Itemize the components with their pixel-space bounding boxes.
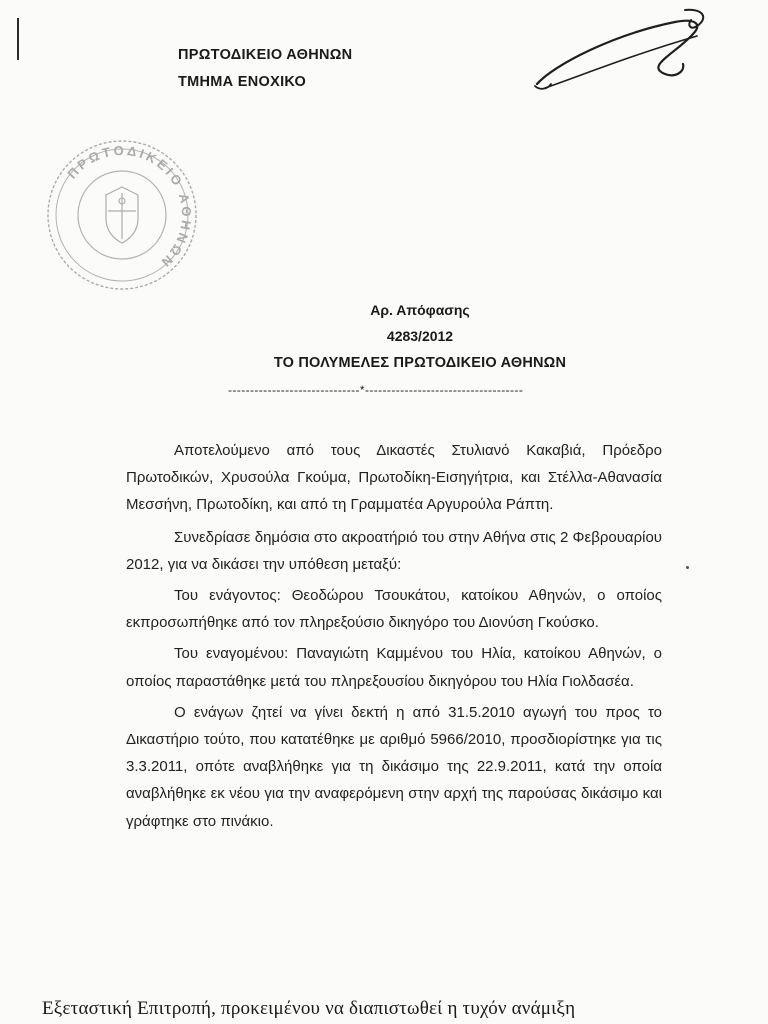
decision-label: Αρ. Απόφασης <box>370 302 470 318</box>
next-page-fragment: Εξεταστική Επιτροπή, προκειμένου να διαπιστωθεί η τυχόν ανάμιξη <box>42 998 576 1019</box>
section-separator: ------------------------------*------------------------------------ <box>228 383 524 397</box>
decision-number: 4283/2012 <box>386 328 454 344</box>
paragraph-composition: Αποτελούμενο από τους Δικαστές Στυλιανό Κακαβιά, Πρόεδρο Πρωτοδικών, Χρυσούλα Γκούμα, Πρωτοδίκη-Εισηγήτρια, και Στέλλα-Αθανασία Μεσσήνη, Πρωτοδίκη, και από τη Γραμματέα Αργυρούλα Ράπτη. <box>126 442 662 514</box>
court-header <box>178 42 352 96</box>
paragraph-defendant: Του εναγομένου: Παναγιώτη Καμμένου του Ηλία, κατοίκου Αθηνών, ο οποίος παραστάθηκε μετά του πληρεξουσίου δικηγόρου του Ηλία Γιολδασέα. <box>126 645 662 690</box>
handwritten-signature <box>525 4 715 94</box>
scan-speck <box>686 566 689 569</box>
department-title: ΤΜΗΜΑ ΕΝΟΧΙΚΟ <box>178 74 307 90</box>
court-full-name: ΤΟ ΠΟΛΥΜΕΛΕΣ ΠΡΩΤΟΔΙΚΕΙΟ ΑΘΗΝΩΝ <box>273 355 567 371</box>
court-title: ΠΡΩΤΟΔΙΚΕΙΟ ΑΘΗΝΩΝ <box>178 47 353 63</box>
court-seal-stamp <box>42 135 202 295</box>
seal-ring-text: ΠΡΩΤΟΔΙΚΕΙΟ ΑΘΗΝΩΝ <box>64 142 195 272</box>
paragraph-plaintiff: Του ενάγοντος: Θεοδώρου Τσουκάτου, κατοίκου Αθηνών, ο οποίος εκπροσωπήθηκε από τον πληρεξούσιο δικηγόρο του Διονύση Γκούσκο. <box>126 587 662 632</box>
paragraph-session: Συνεδρίασε δημόσια στο ακροατήριό του στην Αθήνα στις 2 Φεβρουαρίου 2012, για να δικάσει την υπόθεση μεταξύ: <box>126 528 662 573</box>
decision-body <box>126 437 662 840</box>
scan-edge-mark <box>17 18 19 60</box>
seal-emblem-icon <box>106 187 138 243</box>
paragraph-claim: Ο ενάγων ζητεί να γίνει δεκτή η από 31.5.2010 αγωγή του προς το Δικαστήριο τούτο, που κατατέθηκε με αριθμό 5966/2010, προσδιορίστηκε για τις 3.3.2011, οπότε αναβλήθηκε για τη δικάσιμο της 22.9.2011, κατά την οποία αναβλήθηκε εκ νέου για την αναφερόμενη στην αρχή της παρούσας δικάσιμο και γράφτηκε στο πινάκιο. <box>126 703 662 830</box>
